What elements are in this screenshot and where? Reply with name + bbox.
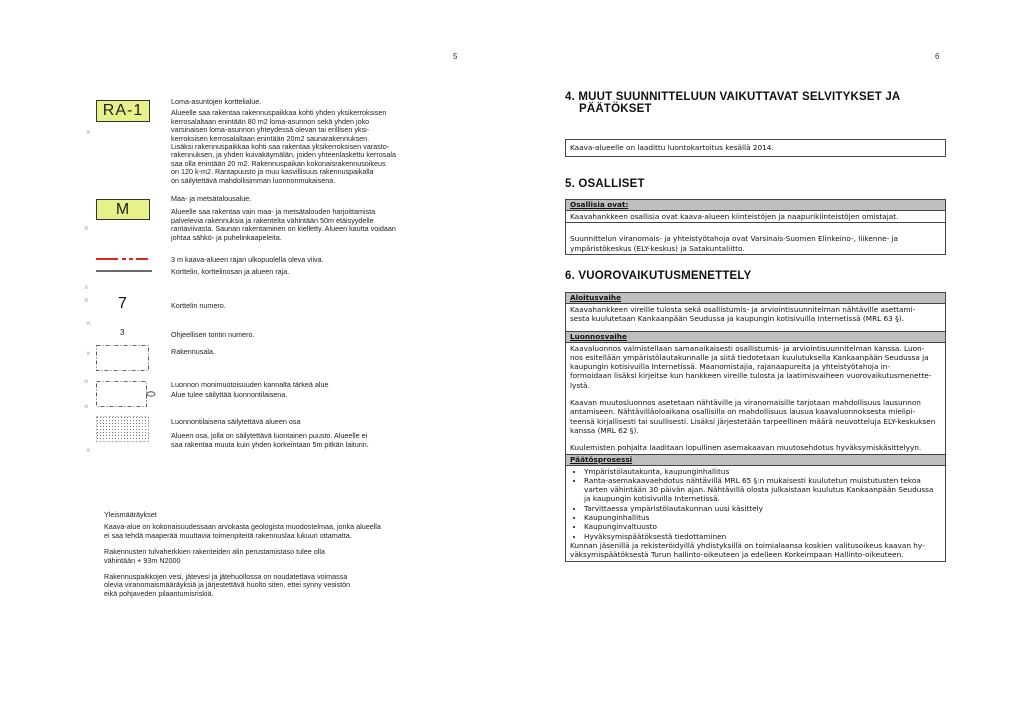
paatosprosessi-text — [566, 465, 945, 561]
scan-mark: × — [86, 319, 91, 328]
list-item-text: Tarvittaessa ympäristölautakunnan uusi käsittely — [584, 503, 763, 513]
luonnosvaihe-line: Kaavan muutosluonnos asetetaan nähtäville ja viranomaisille tarjotaan mahdollisuus lausunnon — [570, 398, 921, 408]
osalliset-header: Osallisia ovat: — [566, 200, 945, 210]
block-number-symbol: 7 — [118, 295, 127, 312]
scan-mark: × — [86, 128, 91, 137]
m-line: Alueelle saa rakentaa vain maa- ja metsätalouden harjoittamista — [171, 207, 376, 217]
scan-mark: × — [84, 224, 89, 233]
general-line: Kaava-alue on kokonaisuudessaan arvokasta geologista muodostelmaa, jonka alueella — [104, 522, 381, 532]
aloitusvaihe-text — [566, 303, 945, 325]
m-line: Maa- ja metsätalousalue. — [171, 194, 252, 203]
general-regulations — [104, 511, 434, 598]
ra1-description — [171, 98, 441, 185]
boundary-3m-symbol — [96, 256, 152, 262]
nature-keep-line: Alueen osa, jolla on säilytettävä luontainen puusto. Alueelle ei — [171, 431, 368, 441]
m-code-box: M — [96, 199, 150, 220]
scan-mark: × — [84, 402, 89, 411]
list-item — [584, 504, 941, 513]
paatosprosessi-list — [570, 467, 941, 541]
nature-area-description — [171, 381, 328, 400]
block-boundary-label: Korttelin, korttelinosan ja alueen raja. — [171, 267, 290, 276]
section-4-title — [565, 91, 900, 115]
list-item-text: Kaupunginvaltuusto — [584, 522, 657, 532]
section-4-title-line: PÄÄTÖKSET — [579, 103, 652, 115]
luonnosvaihe-line: Kaavaluonnos valmistellaan samanaikaisesti osallistumis- ja arviointisuunnitelman kanssa. Luon- — [570, 343, 925, 353]
scan-mark: × — [86, 349, 91, 358]
list-item-text: Hyväksymispäätöksestä tiedottaminen — [584, 531, 727, 541]
nature-keep-symbol — [96, 416, 152, 444]
building-area-symbol — [96, 345, 152, 373]
plot-number-label: Ohjeellisen tontin numero. — [171, 330, 255, 339]
general-line: Rakennusten tulvaherkkien rakenteiden alin perustamistaso tulee olla — [104, 547, 325, 557]
m-description — [171, 195, 441, 242]
list-item — [584, 513, 941, 522]
luonnosvaihe-line: nos esitellään ympäristölautakunnalle ja siitä tiedotetaan kuulutuksella Kankaanpään Seudussa ja — [570, 352, 929, 362]
nature-area-line: Alue tulee säilyttää luonnontilaisena. — [171, 390, 288, 400]
list-item-text: • Ranta-asemakaavaehdotus nähtävillä MRL 65 §:n mukaisesti kuulutetun muistutusten tekoa — [584, 475, 921, 485]
general-line: ei saa tehdä maaperää muuttavia toimenpiteitä rakennuslaa lukuun ottamatta. — [104, 530, 352, 540]
block-boundary-symbol — [96, 269, 152, 273]
scan-mark: × — [86, 446, 91, 455]
general-line: eikä pohjaveden pilaantumisriskiä. — [104, 588, 214, 598]
ra1-line: varsinaisen loma-asunnon yhteydessä olevan tai erillisen yksi- — [171, 125, 370, 135]
list-item-text: Ympäristölautakunta, kaupunginhallitus — [584, 466, 730, 476]
section-4-box — [565, 139, 946, 157]
section-6-box — [565, 292, 946, 562]
luonnosvaihe-header: Luonnosvaihe — [566, 331, 945, 342]
ra1-line: kerroksisen kerrosalaltaan enintään 20m2 saunarakennuksen. — [171, 133, 370, 143]
m-line: palvelevia rakennuksia ja rakentelta vähintään 50m etäisyydelle — [171, 215, 374, 225]
osalliset-row-2-line: ympäristökeskus (ELY-keskus) ja Satakuntaliitto. — [570, 243, 745, 253]
list-item-text: varten vähintään 30 päivän ajan. Nähtävillä olosta julkaistaan kuulutus Kankaanpään Seudussa — [584, 485, 934, 495]
general-line: Rakennuspaikkojen vesi, jätevesi ja jätehuollossa on noudatettava voimassa — [104, 572, 348, 582]
ra1-line: kerrosalaltaan enintään 80 m2 loma-asunnon sekä yhden joko — [171, 116, 370, 126]
paatosprosessi-line: väksymispäätöksestä Turun hallinto-oikeuteen ja edelleen Korkeimpaan Hallinto-oikeuteen. — [570, 550, 904, 560]
plot-number-symbol: 3 — [120, 328, 125, 337]
page-number-right: 6 — [935, 52, 940, 61]
list-item — [584, 522, 941, 531]
osalliset-row-1: Kaavahankkeen osallisia ovat kaava-alueen kiinteistöjen ja naapurikiinteistöjen omistajat. — [566, 210, 945, 222]
aloitusvaihe-header: Aloitusvaihe — [566, 293, 945, 303]
luonnosvaihe-text — [566, 342, 945, 454]
boundary-3m-label: 3 m kaava-alueen rajan ulkopuolella oleva viiva. — [171, 255, 324, 264]
paatosprosessi-line: Kunnan jäsenillä ja rekisteröidyillä yhdistyksillä on toimialaansa koskien valitusoikeus kaavan hy- — [570, 540, 925, 550]
general-line: vähintään + 93m N2000 — [104, 555, 181, 565]
m-line: rantaviivasta. Saunan rakentaminen on kielletty. Alueen kautta voidaan — [171, 224, 396, 234]
list-item-text: Kaupunginhallitus — [584, 513, 650, 523]
block-number-label: Korttelin numero. — [171, 301, 226, 310]
ra1-line: on säilytettävä mahdollisimman luonnonmukaisena. — [171, 175, 336, 185]
list-item-text: ja kaupungin kotisivuilla Internetissä. — [584, 494, 720, 504]
osalliset-row-2 — [566, 222, 945, 254]
ra1-line: on 120 k-m2. Rantapuusto ja muu kasvillisuus rakennuspaikalla — [171, 167, 374, 177]
ra1-line: Loma-asuntojen korttelialue. — [171, 97, 262, 106]
luonnosvaihe-line: formoidaan lisäksi kirjeitse kun hankkeen vireille tulosta ja laatimisvaiheen vuorovaikutusmenette- — [570, 371, 932, 381]
general-line: olevia viranomaismääräyksiä ja järjestettävä huolto siten, ettei synny vesistön — [104, 580, 351, 590]
luonnosvaihe-line: antamiseen. Nähtävilläoloaikana osallisilla on mahdollisuus lausua kaavaluonnoksesta mielipi- — [570, 407, 916, 417]
nature-keep-line: Luonnontilaisena säilytettävä alueen osa — [171, 417, 301, 426]
luonnosvaihe-line: lystä. — [570, 380, 590, 390]
aloitusvaihe-line: sesta kuulutetaan Kankaanpään Seudussa ja kaupungin kotisivuilla Internetissä (MRL 63 §). — [570, 314, 904, 324]
nature-area-symbol — [96, 381, 158, 409]
ra1-line: Alueelle saa rakentaa rakennuspaikkaa kohti yhden yksikerroksisen — [171, 108, 387, 118]
section-5-title: 5. OSALLISET — [565, 178, 645, 190]
nature-area-line: Luonnon monimuotoisuuden kannalta tärkeä alue — [171, 380, 329, 389]
luonnosvaihe-line: kanssa (MRL 62 §). — [570, 425, 639, 435]
osalliset-row-2-line: Suunnittelun viranomais- ja yhteistyötahoja ovat Varsinais-Suomen Elinkeino-, liikenne- ja — [570, 234, 899, 244]
building-area-label: Rakennusala. — [171, 347, 215, 356]
list-item — [584, 467, 941, 476]
section-4-title-line: 4. MUUT SUUNNITTELUUN VAIKUTTAVAT SELVITYKSET JA — [565, 91, 901, 103]
ra1-line: saa olla enintään 20 m2. Rakennuspaikan kokonaisrakennusoikeus — [171, 158, 386, 168]
section-6-title: 6. VUOROVAIKUTUSMENETTELY — [565, 270, 752, 282]
general-title: Yleismääräykset — [104, 510, 157, 519]
nature-keep-description — [171, 418, 441, 449]
ra1-line: Lisäksi rakennuspaikkaa kohti saa rakentaa yksikerroksisen varasto- — [171, 142, 390, 152]
luonnosvaihe-line: teensä kirjallisesti tai suullisesti. Lisäksi järjestetään tarpeellinen määrä neuvotteluja ELY-keskuksen — [570, 416, 936, 426]
ra1-line: rakennuksen, ja yhden kuivakäymälän, joiden yhteenlaskettu kerrosala — [171, 150, 396, 160]
list-item — [584, 476, 941, 504]
section-4-text: Kaava-alueelle on laadittu luontokartoitus kesällä 2014. — [570, 143, 774, 152]
luonnosvaihe-line: Kuulemisten pohjalta laaditaan lopullinen asemakaavan muutosehdotus hyväksymiskäsittelyyn. — [570, 443, 922, 453]
list-item — [584, 532, 941, 541]
scan-mark: × — [84, 283, 89, 292]
section-5-box — [565, 199, 946, 255]
ra1-code-box: RA-1 — [96, 100, 150, 122]
nature-keep-line: saa rakentaa muuta kuin yhden korkeintaan 5m pitkän laiturin. — [171, 439, 369, 449]
scan-mark: × — [84, 296, 89, 305]
aloitusvaihe-line: Kaavahankkeen vireille tulosta sekä osallistumis- ja arviointisuunnitelman nähtäville asettami- — [570, 305, 916, 314]
scan-mark: × — [84, 377, 89, 386]
page-number-left: 5 — [453, 52, 458, 61]
luonnosvaihe-line: kaupungin kotisivuilla Internetissä. Maanomistajia, rajanaapureita ja yhteistyötahoja in- — [570, 362, 891, 372]
m-line: johtaa sähkö- ja puhelinkaapeleita. — [171, 232, 282, 242]
paatosprosessi-header: Päätösprosessi — [566, 454, 945, 465]
